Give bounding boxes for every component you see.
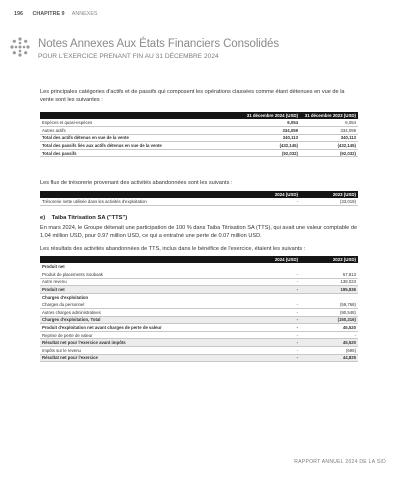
- table-cell: (90,548): [300, 309, 358, 317]
- table-cell: 6,054: [242, 119, 300, 127]
- table-cell: 195,836: [300, 286, 358, 294]
- table-row: [40, 127, 358, 135]
- table-cell: (92,032): [242, 149, 300, 157]
- table-cell: (695): [300, 347, 358, 355]
- subsection-heading: [40, 215, 127, 221]
- table-cell: Charges d'exploitation: [42, 294, 89, 300]
- chapter-label: CHAPITRE 9: [32, 11, 65, 17]
- column-header: 2024 (USD): [242, 256, 300, 263]
- table-cell: Total des passifs: [40, 149, 242, 157]
- subsection-title: Taiba Titrisation SA ("TTS"): [51, 215, 128, 221]
- column-header: [40, 256, 242, 263]
- table-cell: -: [242, 309, 300, 317]
- table-cell: Produit d'exploitation net avant charges de perte de valeur: [40, 324, 242, 332]
- table-cell: -: [242, 301, 300, 309]
- table-cell: (59,768): [300, 301, 358, 309]
- cash-flow-paragraph: Les flux de trésorerie provenant des activités abandonnées sont les suivants :: [40, 180, 233, 186]
- table-cell: Résultat net pour l'exercice: [40, 354, 242, 362]
- column-header: 2024 (USD): [242, 191, 300, 198]
- page-header: [14, 11, 386, 23]
- table-cell: -: [242, 286, 300, 294]
- table-cell: Autres actifs: [40, 127, 242, 135]
- table-row: [40, 324, 358, 332]
- table-cell: Autres charges administratives: [40, 309, 242, 317]
- table-cell: 334,059: [242, 127, 300, 135]
- table-cell: Total des passifs liés aux actifs détenus en vue de la vente: [40, 142, 242, 150]
- table-row: [40, 354, 358, 362]
- table-cell: 45,520: [300, 339, 358, 347]
- table-cell: Charges du personnel: [40, 301, 242, 309]
- table-header-row: [40, 112, 358, 119]
- table-cell: 57,813: [300, 271, 358, 279]
- table-cell: -: [242, 316, 300, 324]
- table-cell: -: [242, 324, 300, 332]
- table-cell: Autre revenu: [40, 278, 242, 286]
- page-subtitle: POUR L'EXERCICE PRENANT FIN AU 31 DÉCEMBRE 2024: [38, 53, 219, 60]
- table-cell: (92,032): [300, 149, 358, 157]
- page-footer: RAPPORT ANNUEL 2024 DE LA SID: [294, 459, 386, 465]
- table-row: [40, 331, 358, 339]
- tts-results-table: [40, 256, 358, 362]
- table-cell: -: [242, 354, 300, 362]
- table-cell: Charges d'exploitation, Total: [40, 316, 242, 324]
- table-cell: Impôts sur le revenu: [40, 347, 242, 355]
- table-cell: 334,059: [300, 127, 358, 135]
- table-row: [40, 149, 358, 157]
- table-cell: 340,113: [300, 134, 358, 142]
- table-row: [40, 263, 358, 271]
- table-cell: [300, 263, 358, 271]
- table-cell: Espèces et quasi-espèces: [40, 119, 242, 127]
- table-cell: Total des actifs détenus en vue de la vente: [40, 134, 242, 142]
- cash-flow-table: [40, 191, 358, 206]
- table-header-row: [40, 256, 358, 263]
- table-row: [40, 316, 358, 324]
- intro-paragraph: Les principales catégories d'actifs et de passifs qui composent les opérations classées comme étant détenues en vue de la vente sont les suivantes :: [40, 89, 345, 103]
- table-row: [40, 347, 358, 355]
- table-row: [40, 278, 358, 286]
- table-cell: (33,019): [300, 198, 358, 206]
- table-row: [40, 339, 358, 347]
- table-cell: Résultat net pour l'exercice avant impôts: [40, 339, 242, 347]
- table-row: [40, 271, 358, 279]
- table-cell: Produit net: [42, 264, 65, 270]
- page-title: Notes Annexes Aux États Financiers Consolidés: [38, 38, 279, 50]
- section-label: ANNEXES: [71, 11, 98, 17]
- table-cell: (150,316): [300, 316, 358, 324]
- column-header: 2023 (USD): [300, 256, 358, 263]
- table-cell: (432,145): [300, 142, 358, 150]
- table-row: [40, 309, 358, 317]
- table-cell: 340,113: [242, 134, 300, 142]
- table-cell: -: [242, 278, 300, 286]
- table-header-row: [40, 191, 358, 198]
- table-cell: Produit de placements Souboak: [40, 271, 242, 279]
- table-cell: 44,825: [300, 354, 358, 362]
- table-row: [40, 142, 358, 150]
- table-cell: 45,520: [300, 324, 358, 332]
- table-cell: 6,054: [300, 119, 358, 127]
- table-cell: Trésorerie nette utilisée dans les activités d'exploitation: [40, 198, 242, 206]
- page-number: 196: [14, 11, 23, 17]
- table-row: [40, 134, 358, 142]
- subsection-letter: e): [40, 215, 46, 221]
- table-cell: -: [242, 198, 300, 206]
- table-cell: Reprise de perte de valeur: [40, 331, 242, 339]
- logo-icon: [9, 36, 31, 58]
- table-row: [40, 293, 358, 301]
- column-header: [40, 191, 242, 198]
- table-cell: -: [242, 271, 300, 279]
- table-cell: (432,145): [242, 142, 300, 150]
- column-header: 31 décembre 2023 (USD): [300, 112, 358, 119]
- table-cell: [242, 293, 300, 301]
- column-header: 2023 (USD): [300, 191, 358, 198]
- table-cell: [242, 263, 300, 271]
- table-cell: -: [242, 347, 300, 355]
- table-cell: 138,023: [300, 278, 358, 286]
- tts-results-paragraph: Les résultats des activités abandonnées de TTS, inclus dans le bénéfice de l'exercice, étaient les suivants :: [40, 246, 306, 252]
- table-row: [40, 301, 358, 309]
- held-for-sale-table: [40, 112, 358, 157]
- table-row: [40, 286, 358, 294]
- table-cell: -: [300, 331, 358, 339]
- table-row: [40, 119, 358, 127]
- table-row: [40, 198, 358, 206]
- table-cell: -: [242, 339, 300, 347]
- table-cell: -: [242, 331, 300, 339]
- column-header: [40, 112, 242, 119]
- table-cell: [300, 293, 358, 301]
- tts-paragraph: En mars 2024, le Groupe détenait une participation de 100 % dans Taiba Titrisation SA (TTS), qui avait une valeur comptable de 1.04 million USD, pour 0.97 million USD, ce qui a entraîné une perte de 0.07 million USD.: [40, 225, 358, 239]
- column-header: 31 décembre 2024 (USD): [242, 112, 300, 119]
- table-cell: Produit net: [40, 286, 242, 294]
